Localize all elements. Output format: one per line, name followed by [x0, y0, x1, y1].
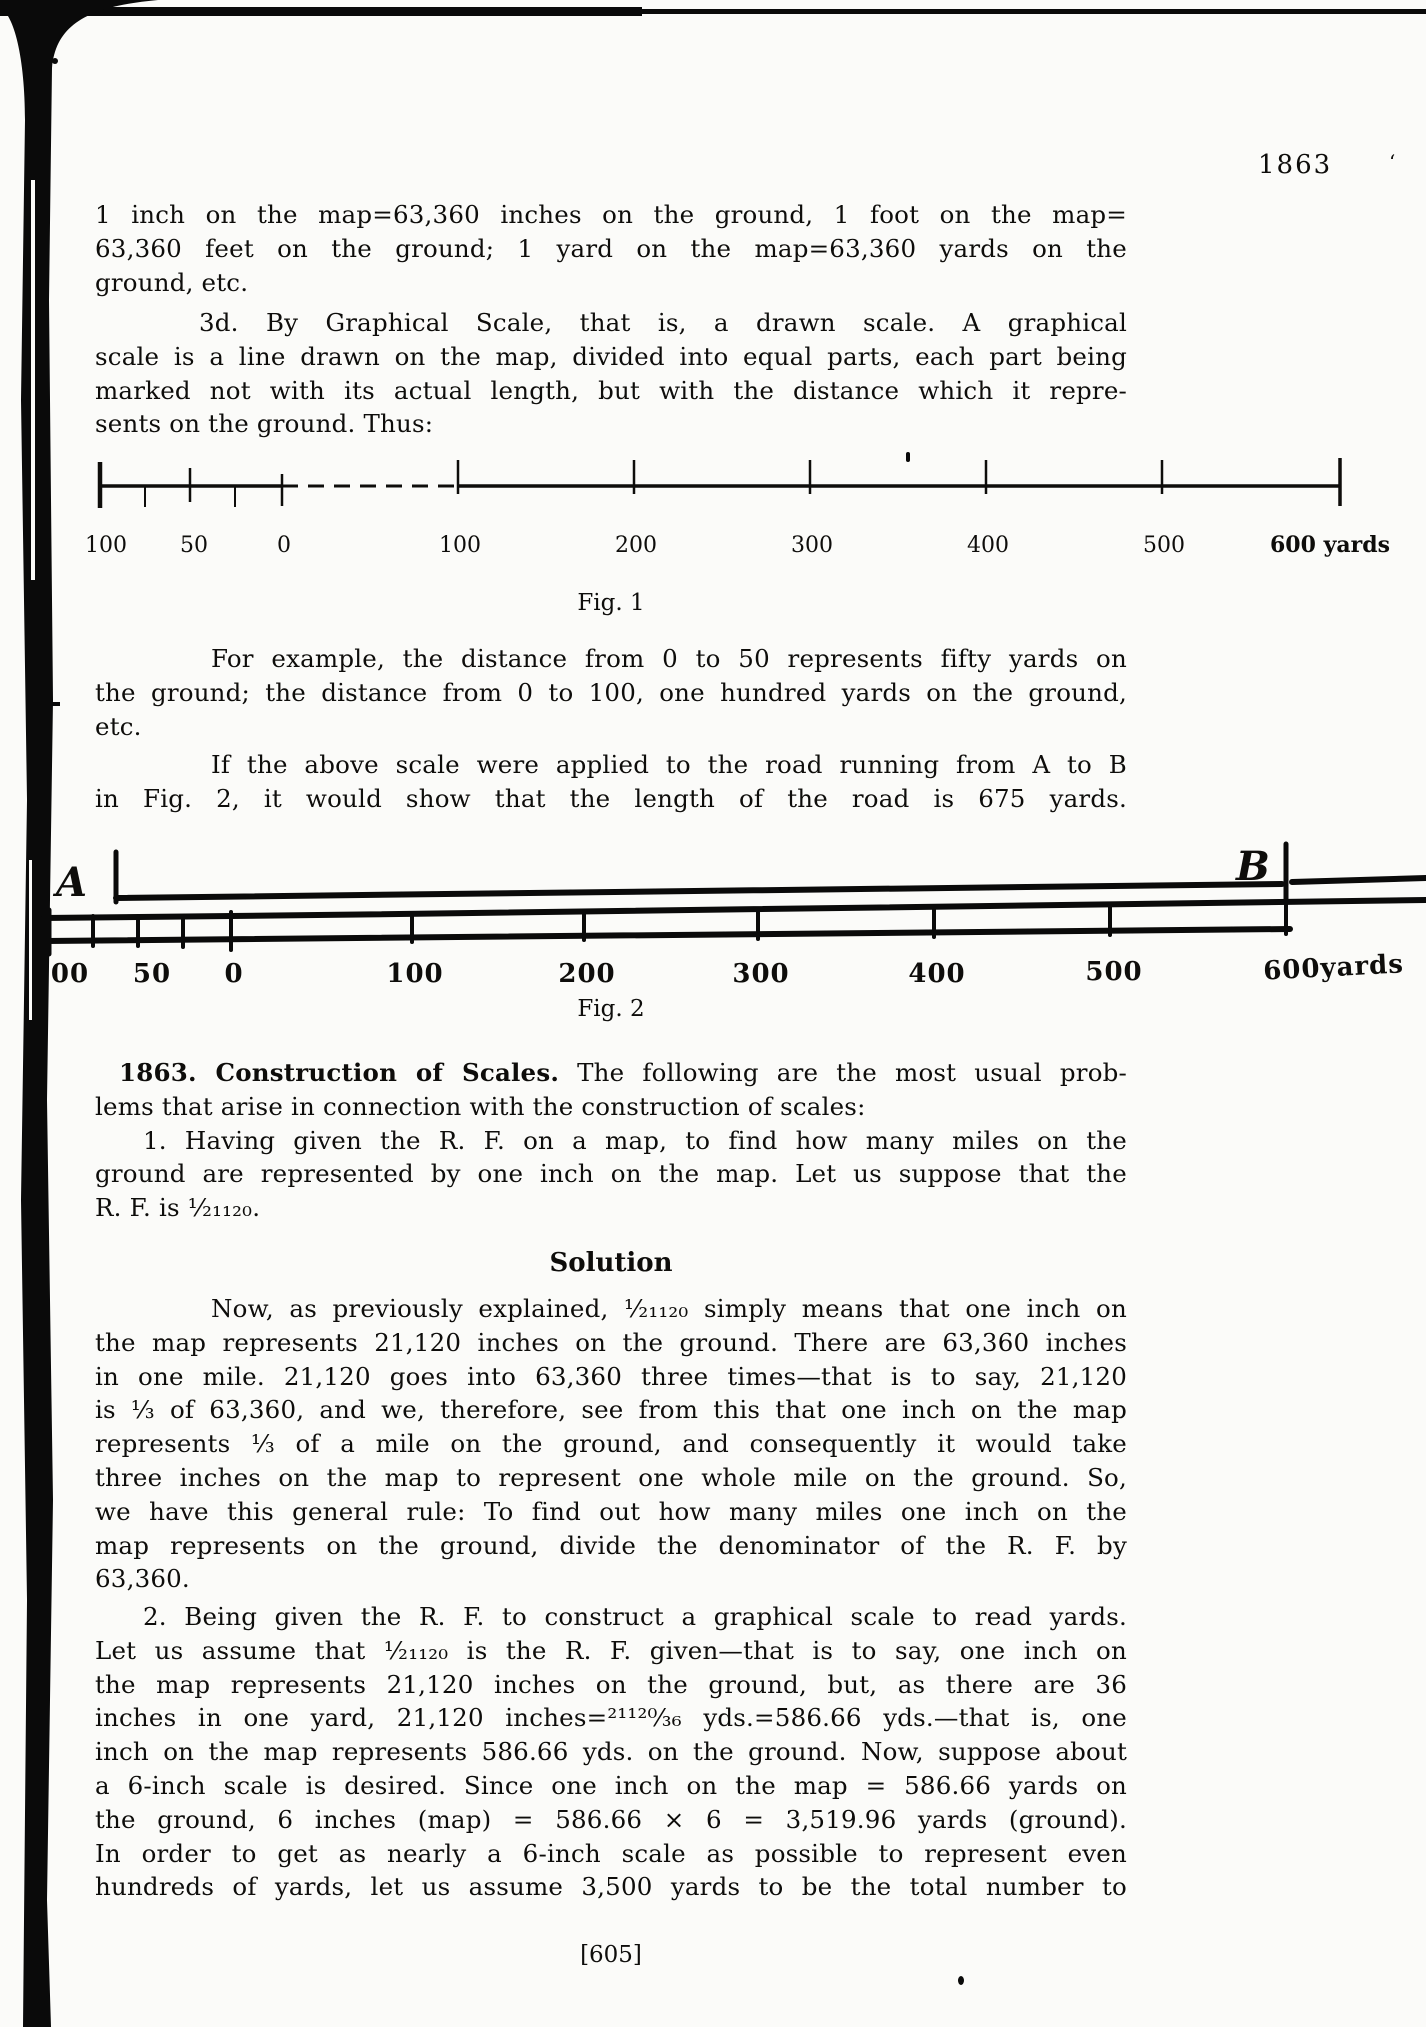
- text-line: 63,360 feet on the ground; 1 yard on the map=63,360 yards on the: [95, 233, 1127, 263]
- paragraph-7: [95, 1600, 1127, 1904]
- section-number-and-title: 1863. Construction of Scales.: [119, 1058, 560, 1087]
- text-span: The following are the most usual prob-: [577, 1058, 1128, 1087]
- tick-label: 100: [85, 533, 127, 558]
- paragraph-2: [95, 306, 1127, 441]
- text-line: 63,360.: [95, 1564, 190, 1594]
- tick-label: 400: [908, 959, 966, 989]
- tick-label: 500: [1085, 957, 1143, 987]
- solution-heading: Solution: [549, 1248, 673, 1278]
- text-line: Let us assume that ¹⁄₂₁₁₂₀ is the R. F. given—that is to say, one inch on: [95, 1635, 1127, 1665]
- figure-1-tick-labels: [85, 532, 1390, 558]
- text-line: the map represents 21,120 inches on the ground, but, as there are 36: [95, 1669, 1127, 1699]
- tick-label: 50: [132, 959, 172, 989]
- tick-label: 300: [791, 533, 833, 558]
- text-line: 1. Having given the R. F. on a map, to find how many miles on the: [143, 1125, 1127, 1155]
- text-line: 3d. By Graphical Scale, that is, a drawn scale. A graphical: [199, 308, 1127, 337]
- text-line: ground are represented by one inch on the map. Let us suppose that the: [95, 1159, 1127, 1189]
- text-line: in one mile. 21,120 goes into 63,360 three times—that is to say, 21,120: [95, 1361, 1127, 1391]
- text-line: hundreds of yards, let us assume 3,500 yards to be the total number to: [95, 1872, 1127, 1902]
- ink-tick-mark: ‘: [1389, 150, 1396, 174]
- text-line: in Fig. 2, it would show that the length of the road is 675 yards.: [95, 783, 1127, 813]
- ink-speck: [958, 1976, 964, 1985]
- paragraph-6: [95, 1292, 1127, 1596]
- text-line: If the above scale were applied to the road running from A to B: [211, 750, 1127, 779]
- text-line: a 6-inch scale is desired. Since one inch on the map = 586.66 yards on: [95, 1770, 1127, 1800]
- tick-label: 50: [180, 533, 208, 558]
- page-footer-number: [605]: [580, 1942, 642, 1968]
- text-line: we have this general rule: To find out how many miles one inch on the: [95, 1496, 1127, 1526]
- text-line: the map represents 21,120 inches on the ground. There are 63,360 inches: [95, 1327, 1127, 1357]
- tick-label: 500: [1143, 533, 1185, 558]
- tick-label: 00: [50, 959, 90, 989]
- text-line: R. F. is ¹⁄₂₁₁₂₀.: [95, 1193, 261, 1223]
- text-line: is ⅓ of 63,360, and we, therefore, see from this that one inch on the map: [95, 1395, 1127, 1425]
- text-line: lems that arise in connection with the construction of scales:: [95, 1091, 866, 1121]
- figure-2-caption: Fig. 2: [577, 996, 645, 1022]
- paragraph-3: [95, 642, 1127, 743]
- tick-label-units: 600 yards: [1270, 532, 1390, 558]
- text-line: sents on the ground. Thus:: [95, 409, 434, 439]
- text-line: Now, as previously explained, ¹⁄₂₁₁₂₀ simply means that one inch on: [211, 1294, 1127, 1323]
- tick-label: 200: [615, 533, 657, 558]
- tick-label-units: 600yards: [1262, 949, 1405, 987]
- paragraph-5: [95, 1056, 1127, 1225]
- tick-label: 300: [732, 959, 790, 989]
- tick-label: 100: [386, 959, 444, 989]
- figure-1-caption: Fig. 1: [577, 590, 645, 616]
- text-line: scale is a line drawn on the map, divided into equal parts, each part being: [95, 341, 1127, 371]
- ink-dash-mark: [44, 702, 60, 706]
- text-line: For example, the distance from 0 to 50 represents fifty yards on: [211, 644, 1127, 673]
- road-endpoint-a-label: A: [56, 859, 88, 906]
- text-line: marked not with its actual length, but with the distance which it repre-: [95, 375, 1127, 405]
- figure-2-tick-labels: [51, 949, 1405, 989]
- paragraph-1: [95, 198, 1127, 299]
- text-line: three inches on the map to represent one whole mile on the ground. So,: [95, 1462, 1127, 1492]
- text-line: In order to get as nearly a 6-inch scale as possible to represent even: [95, 1838, 1127, 1868]
- scan-top-edge-line-thin: [630, 9, 1426, 14]
- text-line: 2. Being given the R. F. to construct a graphical scale to read yards.: [143, 1602, 1127, 1631]
- text-line: ground, etc.: [95, 267, 249, 297]
- text-line: [95, 1056, 1127, 1090]
- tick-label: 200: [558, 959, 616, 989]
- page-header-number: 1863: [1258, 150, 1333, 180]
- ink-speck: [52, 58, 58, 64]
- tick-label: 400: [967, 533, 1009, 558]
- text-line: inch on the map represents 586.66 yds. on the ground. Now, suppose about: [95, 1737, 1127, 1767]
- paragraph-4: [95, 748, 1127, 816]
- tick-label: 0: [277, 533, 291, 558]
- figure-1-graphical-scale: [78, 450, 1418, 565]
- text-line: inches in one yard, 21,120 inches=²¹¹²⁰⁄₃₆ yds.=586.66 yds.—that is, one: [95, 1703, 1127, 1733]
- text-line: the ground; the distance from 0 to 100, one hundred yards on the ground,: [95, 677, 1127, 707]
- text-line: the ground, 6 inches (map) = 586.66 × 6 = 3,519.96 yards (ground).: [95, 1804, 1127, 1834]
- road-endpoint-b-label: B: [1236, 843, 1270, 890]
- tick-label: 0: [224, 959, 244, 989]
- text-line: 1 inch on the map=63,360 inches on the ground, 1 foot on the map=: [95, 200, 1127, 229]
- tick-label: 100: [439, 533, 481, 558]
- text-line: etc.: [95, 711, 142, 741]
- text-line: map represents on the ground, divide the denominator of the R. F. by: [95, 1530, 1127, 1560]
- text-line: represents ⅓ of a mile on the ground, and consequently it would take: [95, 1429, 1127, 1459]
